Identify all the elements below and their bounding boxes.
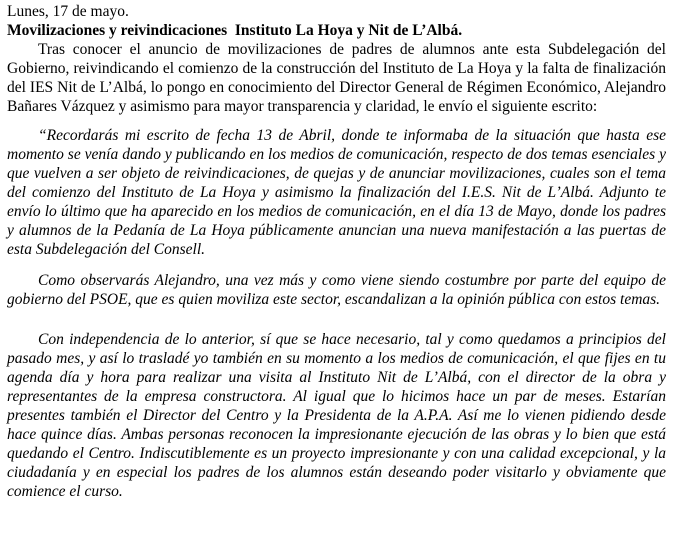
- document-heading: Movilizaciones y reivindicaciones Instituto La Hoya y Nit de L’Albá.: [7, 22, 463, 39]
- date-line: Lunes, 17 de mayo.: [7, 3, 129, 20]
- paragraph-intro: Tras conocer el anuncio de movilizaciones de padres de alumnos ante esta Subdelegación del Gobierno, reivindicando el comienzo de la construcción del Instituto de La Hoya y la falta de finalización del IES Nit de L’Albá, lo pongo en conocimiento del Director General de Régimen Económico, Alejandro Bañares Vázquez y asimismo para mayor transparencia y claridad, le envío el siguiente escrito:: [7, 41, 666, 115]
- paragraph-quote-recordaras: “Recordarás mi escrito de fecha 13 de Abril, donde te informaba de la situación que hasta ese momento se venía dando y publicando en los medios de comunicación, respecto de dos temas esenciales y que vuelven a ser objeto de reivindicaciones, de quejas y de anunciar movilizaciones, cuales son el tema del comienzo del Instituto de La Hoya y asimismo la finalización del I.E.S. Nit de L’Albá. Adjunto te envío lo último que ha aparecido en los medios de comunicación, en el día 13 de Mayo, donde los padres y alumnos de la Pedanía de La Hoya públicamente anuncian una nueva manifestación a las puertas de esta Subdelegación del Consell.: [7, 127, 666, 258]
- paragraph-quote-con-independencia: Con independencia de lo anterior, sí que se hace necesario, tal y como quedamos a principios del pasado mes, y así lo trasladé yo también en su momento a los medios de comunicación, el que fijes en tu agenda día y hora para realizar una visita al Instituto Nit de L’Albá, con el director de la obra y representantes de la empresa constructora. Al igual que lo hicimos hace un par de meses. Estarían presentes también el Director del Centro y la Presidenta de la A.P.A. Así me lo vienen pidiendo desde hace quince días. Ambas personas reconocen la impresionante ejecución de las obras y lo bien que está quedando el Centro. Indiscutiblemente es un proyecto impresionante y con una calidad excepcional, y la ciudadanía y en especial los padres de los alumnos están deseando poder visitarlo y obviamente que comience el curso.: [7, 331, 666, 500]
- paragraph-quote-como-observaras: Como observarás Alejandro, una vez más y como viene siendo costumbre por parte del equipo de gobierno del PSOE, que es quien moviliza este sector, escandalizan a la opinión pública con estos temas.: [7, 272, 666, 308]
